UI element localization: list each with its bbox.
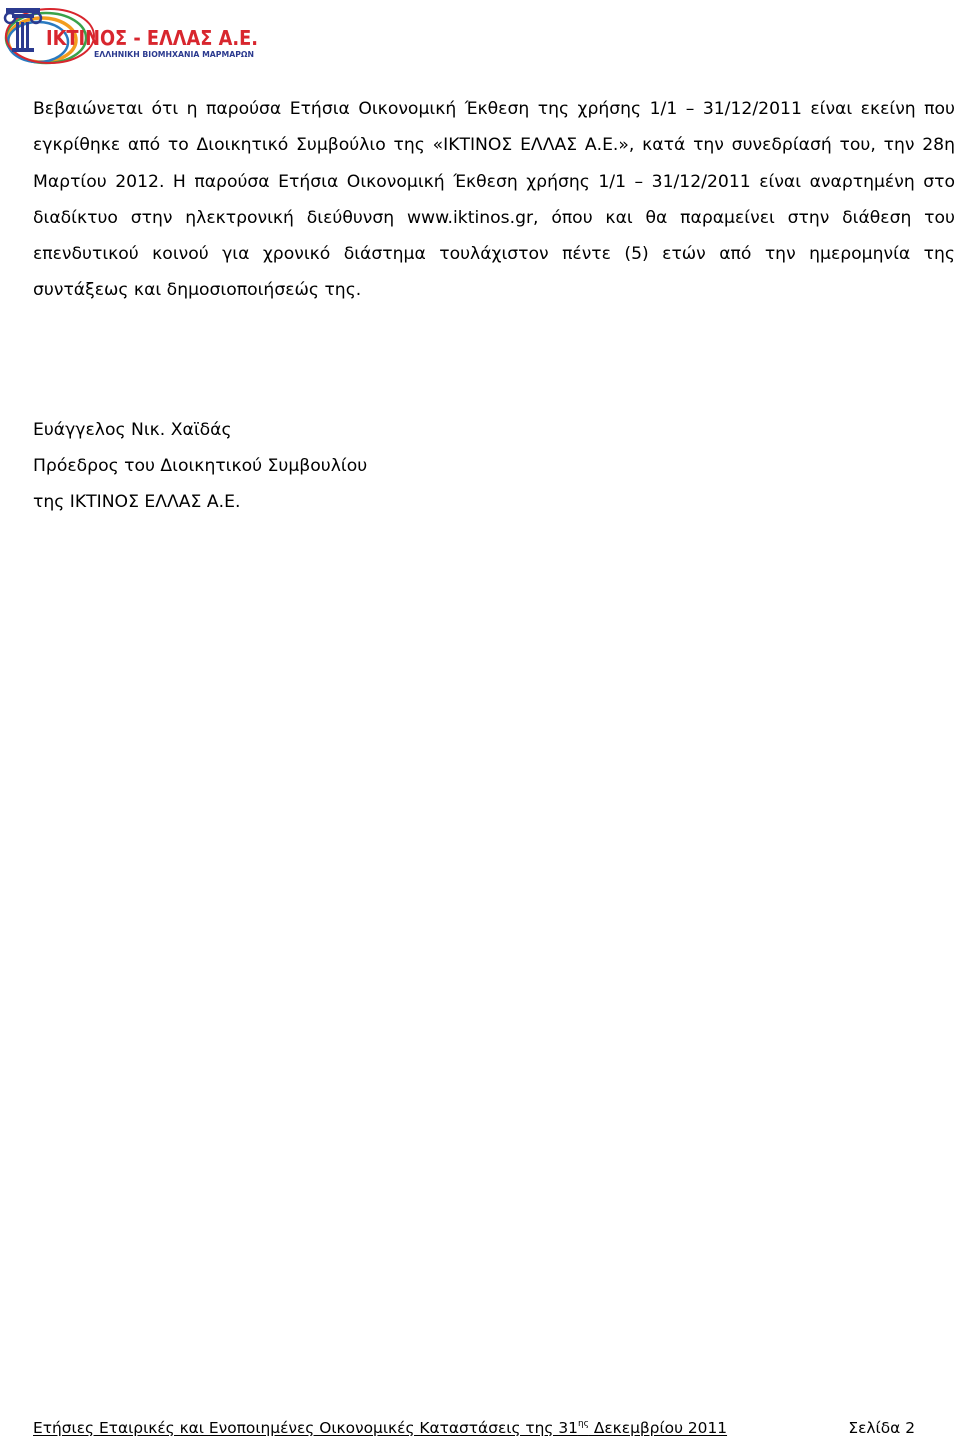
footer-title-after: Δεκεμβρίου 2011 [588,1419,728,1437]
page-number: Σελίδα 2 [848,1419,915,1437]
footer-title-sup: ης [577,1419,589,1429]
signatory-role: Πρόεδρος του Διοικητικού Συμβουλίου [33,456,368,476]
footer-title-before: Ετήσιες Εταιρικές και Ενοποιημένες Οικονομικές Καταστάσεις της 31 [33,1419,578,1437]
page-footer [33,1417,915,1441]
logo-tagline: ΕΛΛΗΝΙΚΗ ΒΙΟΜΗΧΑΝΙΑ ΜΑΡΜΑΡΩΝ [94,50,254,59]
certification-paragraph: Βεβαιώνεται ότι η παρούσα Ετήσια Οικονομική Έκθεση της χρήσης 1/1 – 31/12/2011 είναι εκείνη που εγκρίθηκε από το Διοικητικό Συμβούλιο της «ΙΚΤΙΝΟΣ ΕΛΛΑΣ Α.Ε.», κατά την συνεδρίασή του, την 28η Μαρτίου 2012. Η παρούσα Ετήσια Οικονομική Έκθεση χρήσης 1/1 – 31/12/2011 είναι αναρτημένη στο διαδίκτυο στην ηλεκτρονική διεύθυνση www.iktinos.gr, όπου και θα παραμείνει στην διάθεση του επενδυτικού κοινού για χρονικό διάστημα τουλάχιστον πέντε (5) ετών από την ημερομηνία της συντάξεως και δημοσιοποιήσεώς της. [33,99,955,301]
logo-brand-text: ΙΚΤΙΝΟΣ - ΕΛΛΑΣ Α.Ε. [46,26,258,50]
footer-title [33,1417,727,1439]
signatory-company: της ΙΚΤΙΝΟΣ ΕΛΛΑΣ Α.Ε. [33,492,241,512]
signatory-name: Ευάγγελος Νικ. Χαϊδάς [33,420,232,440]
company-logo [2,2,264,68]
